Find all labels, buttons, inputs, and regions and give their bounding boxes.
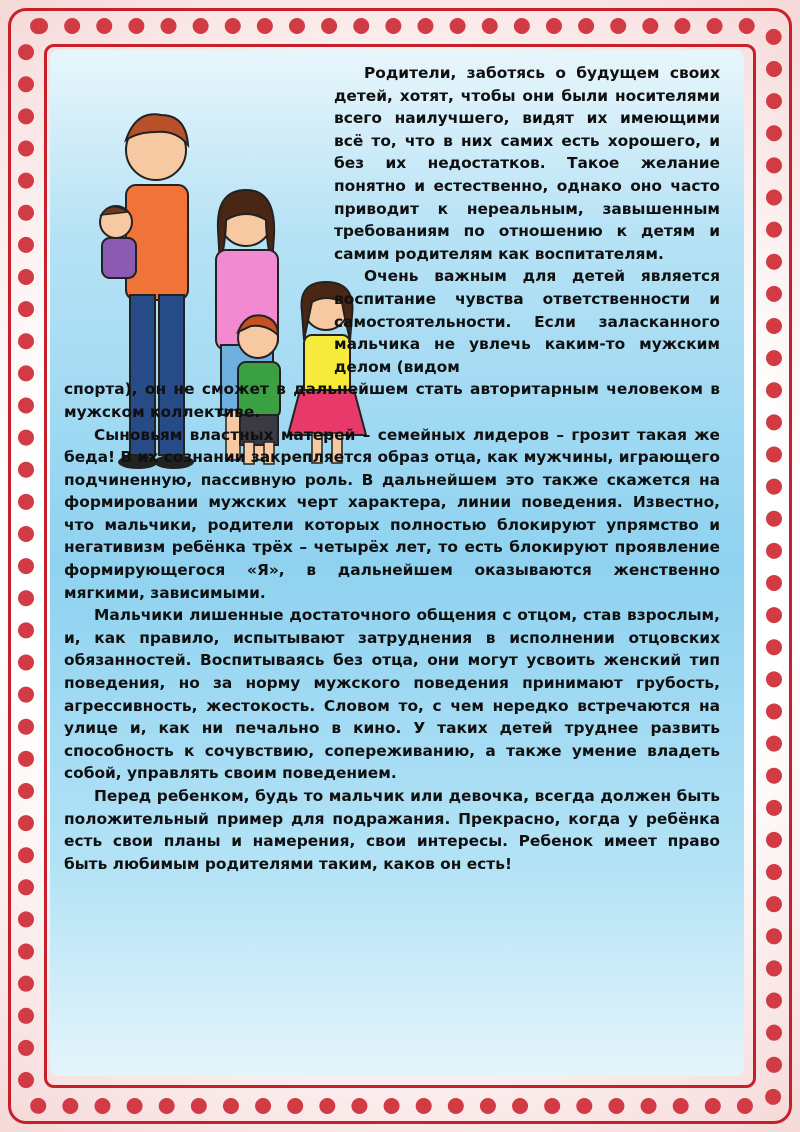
paragraph-1: Родители, заботясь о будущем своих детей, хотят, чтобы они были носителями всего наилучшего, видят их имеющими всё то, что в них самих есть хорошего, и без их недостатков. Такое желание понятно и естественно, однако оно часто приводит к нереальным, завышенным требованиям по отношению к детям и самим родителям как воспитателям. bbox=[334, 64, 720, 263]
paragraph-4: Мальчики лишенные достаточного общения с отцом, став взрослым, и, как правило, испытывают затруднения в исполнении отцовских обязанностей. Воспитываясь без отца, они могут усвоить женский тип поведения, но за норму мужского поведения принимают грубость, агрессивность, жестокость. Словом то, с чем нередко встречаются на улице и, как ни печально в кино. У таких детей труднее развить способность к сочувствию, сопереживанию, а также умение владеть собой, управлять своим поведением. bbox=[64, 606, 720, 783]
paragraph-5: Перед ребенком, будь то мальчик или девочка, всегда должен быть положительный пример для подражания. Прекрасно, когда у ребёнка есть свои планы и намерения, свои интересы. Ребенок имеет право быть любимым родителями таким, каков он есть! bbox=[64, 787, 720, 873]
paragraph-3: Сыновьям властных матерей – семейных лидеров – грозит такая же беда! В их сознании закрепляется образ отца, как мужчины, играющего подчиненную, пассивную роль. В дальнейшем это также скажется на формировании мужских черт характера, линии поведения. Известно, что мальчики, родители которых полностью блокируют упрямство и негативизм ребёнка трёх – четырёх лет, то есть блокируют проявление формирующегося «Я», в дальнейшем оказываются женственно мягкими, зависимыми. bbox=[64, 425, 720, 602]
paragraph-2-start: Очень важным для детей является воспитание чувства ответственности и самостоятельности. Если заласканного мальчика не увлечь каким-то мужским делом (видом bbox=[334, 267, 720, 376]
paragraph-2-end: спорта), он не сможет в дальнейшем стать авторитарным человеком в мужском коллективе. bbox=[64, 380, 720, 421]
article-text bbox=[64, 62, 720, 875]
